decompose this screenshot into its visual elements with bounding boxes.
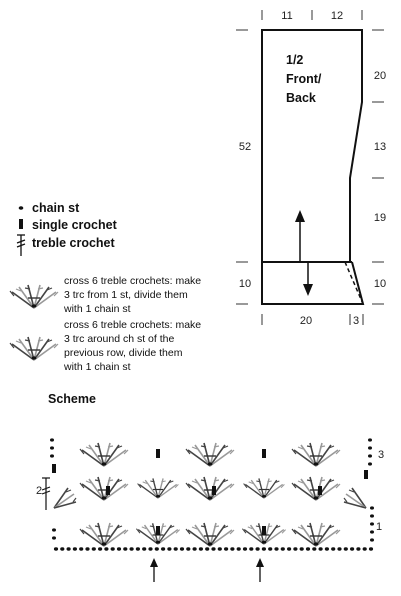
row-label-3: 3 [378, 449, 385, 461]
dim-right-19: 19 [373, 212, 387, 224]
row-label-1: 1 [376, 521, 383, 533]
cross-treble-fan-icon [10, 285, 58, 308]
chain-dot [369, 547, 373, 550]
chain-dot [161, 547, 165, 550]
chain-dot [256, 547, 260, 550]
cross-treble-around-chain-icon [10, 337, 58, 360]
chain-dot [249, 547, 253, 550]
chain-dot [287, 547, 291, 550]
chain-dot [312, 547, 316, 550]
chain-dot [104, 547, 108, 550]
chain-stitch-icon [19, 206, 24, 210]
row-label-2: 2 [36, 485, 43, 497]
chain-dot [79, 547, 83, 550]
schematic-title-line1: 1/2 [286, 53, 304, 67]
legend-chain-label: chain st [32, 201, 80, 215]
chain-dot [199, 547, 203, 550]
chain-dot [262, 547, 266, 550]
chain-dot [230, 547, 234, 550]
legend-cross1-line3: with 1 chain st [64, 303, 131, 315]
chain-dot [350, 547, 354, 550]
chain-dot [180, 547, 184, 550]
chain-dot [54, 547, 58, 550]
chain-dot [85, 547, 89, 550]
dim-bottom-20: 20 [299, 315, 313, 327]
dim-top-12: 12 [330, 10, 344, 22]
chain-dot [136, 547, 140, 550]
chain-dot [142, 547, 146, 550]
chain-dot [356, 547, 360, 550]
chain-dot [363, 547, 367, 550]
chain-dot [111, 547, 115, 550]
chain-dot [92, 547, 96, 550]
chain-dot [117, 547, 121, 550]
chain-dot [148, 547, 152, 550]
chain-dot [130, 547, 134, 550]
chain-dot [237, 547, 241, 550]
treble-crochet-icon [17, 235, 25, 256]
chain-dot [300, 547, 304, 550]
legend-cross2-line2: 3 trc around ch st of the [64, 333, 175, 345]
legend-cross1-line1: cross 6 treble crochets: make [64, 275, 202, 287]
chain-dot [73, 547, 77, 550]
chain-dot [293, 547, 297, 550]
dim-bottom-3: 3 [352, 315, 360, 327]
dim-left-10: 10 [238, 278, 252, 290]
chain-dot [211, 547, 215, 550]
chain-dot [60, 547, 64, 550]
chain-dot [274, 547, 278, 550]
chain-dot [306, 547, 310, 550]
stitch-scheme [36, 438, 384, 582]
chain-dot [67, 547, 71, 550]
chain-dot [174, 547, 178, 550]
chain-dot [243, 547, 247, 550]
left-edge [42, 438, 56, 539]
garment-schematic [236, 10, 386, 327]
chain-dot [155, 547, 159, 550]
chain-dot [193, 547, 197, 550]
legend-single-label: single crochet [32, 218, 117, 232]
legend-cross2-line3: previous row, divide them [64, 347, 183, 359]
chain-dot [319, 547, 323, 550]
chain-dot [167, 547, 171, 550]
single-crochet-icon [19, 219, 23, 229]
scheme-title: Scheme [48, 392, 96, 406]
schematic-title-line3: Back [286, 91, 316, 105]
foundation-chain-row [54, 547, 373, 550]
legend-treble-label: treble crochet [32, 236, 115, 250]
legend-cross1-line2: 3 trc from 1 st, divide them [64, 289, 188, 301]
chain-dot [98, 547, 102, 550]
rib-outline [262, 262, 363, 304]
chain-dot [331, 547, 335, 550]
chain-dot [268, 547, 272, 550]
body-outline [262, 30, 362, 262]
chain-dot [281, 547, 285, 550]
schematic-title-line2: Front/ [286, 72, 322, 86]
chain-dot [123, 547, 127, 550]
legend [10, 201, 201, 373]
dim-top-11: 11 [281, 10, 293, 22]
chain-dot [337, 547, 341, 550]
chain-dot [218, 547, 222, 550]
legend-cross2-line1: cross 6 treble crochets: make [64, 319, 202, 331]
chain-dot [224, 547, 228, 550]
right-edge [368, 438, 374, 541]
chain-dot [186, 547, 190, 550]
dim-left-52: 52 [238, 141, 252, 153]
chain-dot [205, 547, 209, 550]
chain-dot [325, 547, 329, 550]
legend-cross2-line4: with 1 chain st [64, 361, 131, 373]
dim-right-13: 13 [373, 141, 387, 153]
dim-right-10: 10 [373, 278, 387, 290]
dim-right-20: 20 [373, 70, 387, 82]
chain-dot [344, 547, 348, 550]
